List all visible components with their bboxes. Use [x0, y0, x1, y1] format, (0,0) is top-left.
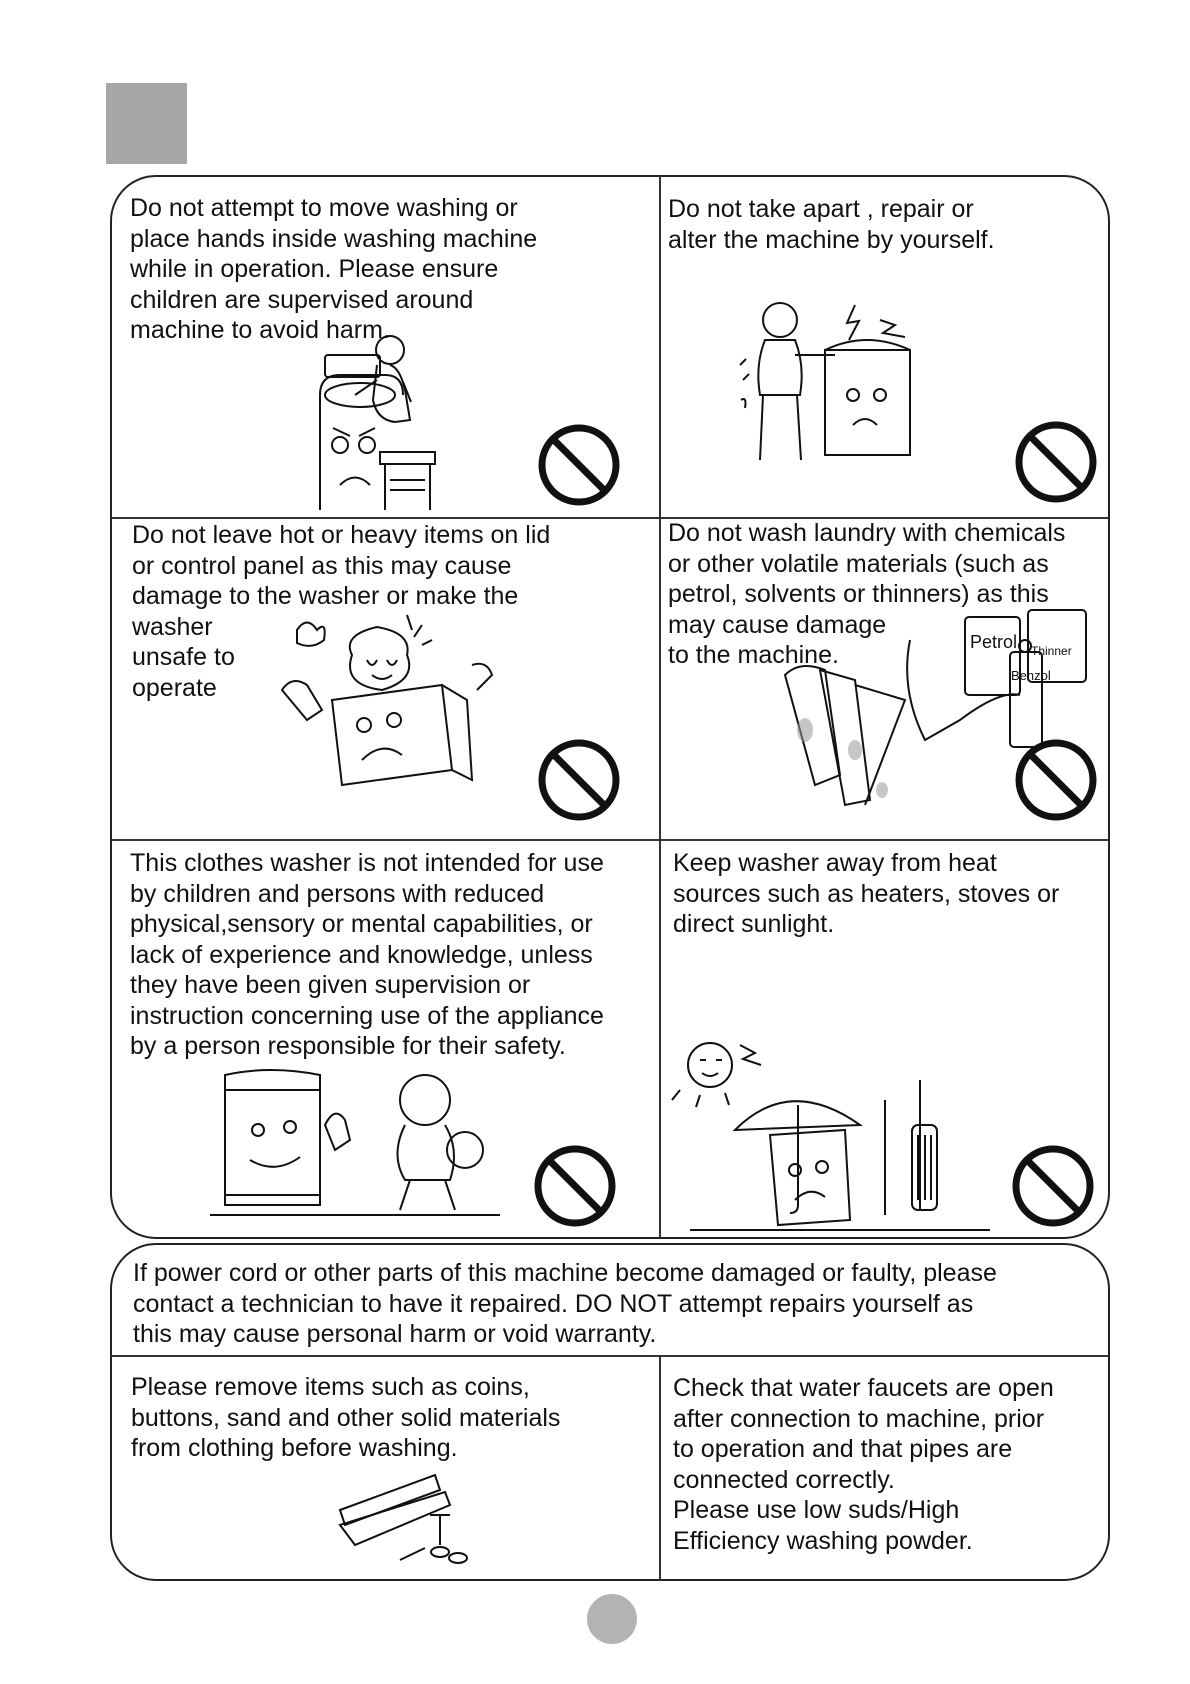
row-divider [111, 1355, 1109, 1357]
instruction-text-faucets: Check that water faucets are open after connection to machine, prior to operation and that pipes are connected correctly. Please use low suds/High Efficiency washing powder. [673, 1374, 1054, 1555]
instruction-text-remove-items: Please remove items such as coins, buttons, sand and other solid materials from clothing before washing. [131, 1373, 561, 1462]
kettle-on-washer-illustration [282, 615, 512, 815]
prohibition-icon [1011, 1144, 1095, 1228]
washer-and-child-illustration [210, 1065, 510, 1220]
label-petrol: Petrol [970, 632, 1018, 652]
section-tab-marker [106, 83, 187, 164]
pocket-items-illustration [330, 1470, 480, 1565]
prohibition-icon [1014, 420, 1098, 504]
warning-text-move: Do not attempt to move washing or place hands inside washing machine while in operation. Please ensure children are supervised around machine to avoid harm. [130, 194, 538, 344]
warning-text-heat: Keep washer away from heat sources such as heaters, stoves or direct sunlight. [673, 849, 1060, 938]
warning-text-children: This clothes washer is not intended for use by children and persons with reduced physical,sensory or mental capabilities, or lack of experience and knowledge, unless they have been given supervision or instruction concerning use of the appliance by a person responsible for their safety. [130, 849, 604, 1060]
warning-text-power-cord: If power cord or other parts of this machine become damaged or faulty, please contact a technician to have it repaired. DO NOT attempt repairs yourself as this may cause personal harm or void warranty. [133, 1259, 997, 1348]
row-divider [111, 839, 1109, 841]
prohibition-icon [537, 738, 621, 822]
chemicals-and-clothes-illustration [770, 600, 1090, 815]
man-repairing-washer-illustration [735, 295, 935, 485]
warning-text-chemicals: Do not wash laundry with chemicals or other volatile materials (such as petrol, solvents or thinners) as this may cause damage to the machine. [668, 519, 1066, 669]
child-climbing-washer-illustration [315, 340, 475, 510]
page-number-marker [587, 1594, 637, 1644]
washer-near-heat-illustration [660, 1035, 1000, 1235]
warning-text-heavy-items: Do not leave hot or heavy items on lid or control panel as this may cause damage to the washer or make the washer unsafe to operate [132, 521, 551, 702]
column-divider [659, 1356, 661, 1580]
label-benzol: Benzol [1011, 668, 1051, 683]
prohibition-icon [537, 423, 621, 507]
prohibition-icon [533, 1144, 617, 1228]
label-thinner: Thinner [1031, 644, 1072, 658]
warning-text-disassemble: Do not take apart , repair or alter the machine by yourself. [668, 195, 995, 254]
